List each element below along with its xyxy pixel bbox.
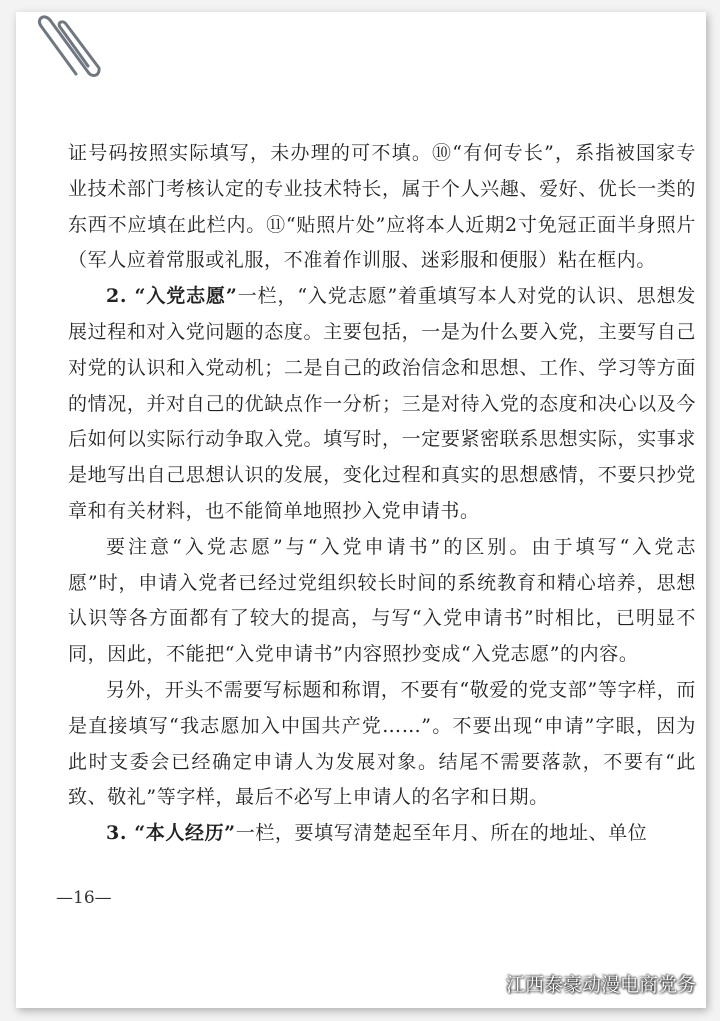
section-heading: 2. “入党志愿” [106,285,238,308]
paragraph: 要注意“入党志愿”与“入党申请书”的区别。由于填写“入党志愿”时，申请入党者已经过党组织较长时间的系统教育和精心培养，思想认识等各方面都有了较大的提高，与写“入党申请书”时相比，已明显不同，因此，不能把“入党申请书”内容照抄变成“入党志愿”的内容。 [68,535,696,666]
paragraph: 证号码按照实际填写，未办理的可不填。⑩“有何专长”，系指被国家专业技术部门考核认定的专业技术特长，属于个人兴趣、爱好、优长一类的东西不应填在此栏内。⑪“贴照片处”应将本人近期2寸免冠正面半身照片（军人应着常服或礼服，不准着作训服、迷彩服和便服）粘在框内。 [68,142,696,272]
page-number: —16— [56,888,112,908]
document-body [68,136,696,852]
wechat-icon [470,973,498,995]
paperclip-icon [36,14,106,86]
watermark-text: 江西泰豪动漫电商党务 [505,974,696,996]
paragraph: 3. “本人经历”一栏，要填写清楚起至年月、所在的地址、单位 [106,822,648,845]
paragraph: 2. “入党志愿”一栏，“入党志愿”着重填写本人对党的认识、思想发展过程和对入党问题的态度。主要包括，一是为什么要入党，主要写自己对党的认识和入党动机；二是自己的政治信念和思想、工作、学习等方面的情况，并对自己的优缺点作一分析；三是对待入党的态度和决心以及今后如何以实际行动争取入党。填写时，一定要紧密联系思想实际，实事求是地写出自己思想认识的发展，变化过程和真实的思想感情，不要只抄党章和有关材料，也不能简单地照抄入党申请书。 [68,285,696,522]
watermark [470,970,696,997]
paragraph: 另外，开头不需要写标题和称谓，不要有“敬爱的党支部”等字样，而是直接填写“我志愿加入中国共产党……”。不要出现“申请”字眼，因为此时支委会已经确定申请人为发展对象。结尾不需要落款，不要有“此致、敬礼”等字样，最后不必写上申请人的名字和日期。 [68,678,696,809]
section-heading: 3. “本人经历” [106,822,236,845]
document-page [16,12,706,1008]
